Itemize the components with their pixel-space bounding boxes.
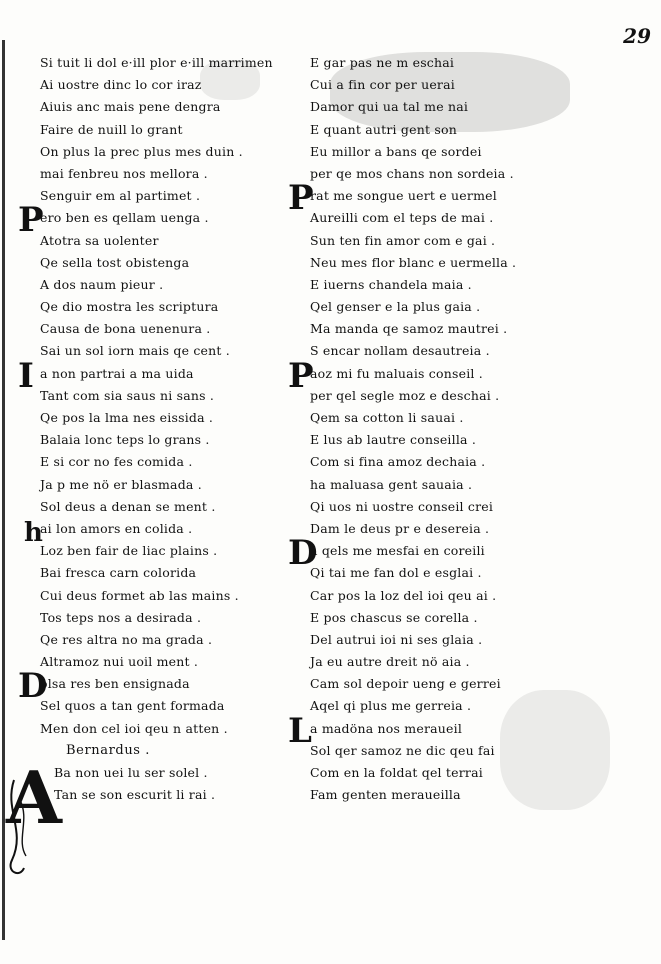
- verse-line: [40, 629, 300, 651]
- verse-text: a non partrai a ma uida: [40, 365, 194, 381]
- verse-text: ai lon amors en colida .: [40, 520, 193, 536]
- verse-text: Qe dio mostra les scriptura: [40, 299, 219, 315]
- verse-text: Aureilli com el teps de mai .: [310, 210, 494, 226]
- verse-text: Causa de bona uenenura .: [40, 321, 211, 337]
- verse-text: Qem sa cotton li sauai .: [310, 410, 464, 425]
- verse-line: [40, 695, 300, 717]
- verse-line: [40, 340, 300, 362]
- verse-text: Qi tai me fan dol e esglai .: [310, 565, 482, 581]
- verse-text: Altramoz nui uoil ment .: [40, 654, 199, 670]
- verse-text: aoz mi fu maluais conseil .: [310, 365, 483, 381]
- verse-initial: P: [288, 355, 314, 396]
- verse-text: Qel genser e la plus gaia .: [310, 299, 481, 315]
- verse-line: [40, 296, 300, 318]
- verse-text: Cam sol depoir ueng e gerrei: [310, 676, 501, 692]
- verse-text: Com en la foldat qel terrai: [310, 765, 483, 780]
- verse-text: Atotra sa uolenter: [40, 232, 159, 248]
- ink-bleed: [330, 52, 570, 132]
- verse-text: E lus ab lautre conseilla .: [310, 432, 477, 448]
- verse-text: per qe mos chans non sordeia .: [310, 165, 514, 181]
- verse-text: Balaia lonc teps lo grans .: [40, 432, 210, 448]
- verse-text: Cui a fin cor per uerai: [310, 77, 455, 93]
- verse-line: [40, 119, 300, 141]
- verse-text: ero ben es qellam uenga .: [40, 210, 209, 226]
- ink-bleed: [500, 690, 610, 810]
- verse-line: [310, 163, 610, 185]
- verse-text: Qi uos ni uostre conseil crei: [310, 498, 494, 514]
- verse-text: Aiuis anc mais pene dengra: [40, 99, 221, 115]
- verse-text: Sol deus a denan se ment .: [40, 498, 216, 514]
- verse-initial: P: [18, 200, 44, 241]
- verse-line: [310, 496, 610, 518]
- verse-line: [40, 252, 300, 274]
- ink-bleed: [200, 60, 260, 100]
- verse-line: [40, 318, 300, 340]
- verse-text: Fam genten meraueilla: [310, 787, 461, 803]
- verse-line: [310, 407, 610, 429]
- verse-text: Ma manda qe samoz mautrei .: [310, 321, 508, 337]
- verse-text: Qe sella tost obistenga: [40, 254, 190, 270]
- verse-text: Eu millor a bans qe sordei: [310, 143, 482, 159]
- verse-text: Ba non uei lu ser solel .: [54, 765, 208, 780]
- verse-text: Car pos la loz del ioi qeu ai .: [310, 587, 497, 603]
- verse-text: E si cor no fes comida .: [40, 454, 193, 470]
- verse-text: Damor qui ua tal me nai: [310, 99, 469, 115]
- verse-line: [40, 96, 300, 118]
- verse-initial: I: [18, 355, 35, 396]
- verse-text: S encar nollam desautreia .: [310, 343, 490, 359]
- initial-flourish: [6, 760, 46, 880]
- verse-line: [40, 141, 300, 163]
- verse-line: [310, 451, 610, 473]
- verse-text: olsa res ben ensignada: [40, 676, 190, 692]
- author-rubric: Bernardus .: [66, 742, 151, 758]
- verse-line: [40, 451, 300, 473]
- verse-text: Bai fresca carn colorida: [40, 565, 197, 581]
- verse-initial: D: [288, 533, 318, 574]
- verse-line: [310, 518, 610, 540]
- verse-line: [54, 762, 300, 784]
- verse-line: [310, 585, 610, 607]
- decorated-initial: A: [6, 755, 62, 840]
- verse-text: Del autrui ioi ni ses glaia .: [310, 631, 483, 647]
- folio-number: 29: [623, 24, 651, 48]
- verse-line: [40, 474, 300, 496]
- verse-line: [40, 52, 300, 74]
- verse-line: [54, 784, 300, 806]
- verse-text: Tos teps nos a desirada .: [40, 609, 202, 625]
- verse-line: [40, 718, 300, 740]
- verse-line: [310, 385, 610, 407]
- verse-line: [310, 607, 610, 629]
- verse-line: [40, 496, 300, 518]
- new-poem-opening: [40, 762, 300, 806]
- verse-text: ha maluasa gent sauaia .: [310, 476, 473, 492]
- verse-line: [310, 651, 610, 673]
- verse-line: [40, 185, 300, 207]
- verse-line: [40, 429, 300, 451]
- verse-text: On plus la prec plus mes duin .: [40, 143, 243, 159]
- verse-line: [310, 629, 610, 651]
- verse-line: [40, 562, 300, 584]
- verse-text: Ja p me nö er blasmada .: [40, 476, 202, 492]
- verse-line: [40, 74, 300, 96]
- verse-line: [310, 141, 610, 163]
- verse-text: Ai uostre dinc lo cor iraz: [40, 77, 202, 93]
- verse-line: [40, 274, 300, 296]
- verse-text: Neu mes flor blanc e uermella .: [310, 254, 517, 270]
- verse-line: [310, 474, 610, 496]
- verse-text: Sai un sol iorn mais qe cent .: [40, 343, 230, 359]
- verse-text: mai fenbreu nos mellora .: [40, 165, 208, 181]
- verse-initial: L: [288, 710, 313, 751]
- verse-text: per qel segle moz e deschai .: [310, 387, 500, 403]
- verse-text: A dos naum pieur .: [40, 276, 164, 292]
- verse-line: [310, 296, 610, 318]
- verse-line: [310, 207, 610, 229]
- verse-text: Cui deus formet ab las mains .: [40, 587, 239, 603]
- verse-text: Sun ten fin amor com e gai .: [310, 232, 496, 248]
- verse-line: [310, 340, 610, 362]
- verse-text: Qe pos la lma nes eissida .: [40, 410, 214, 425]
- verse-text: Qe res altra no ma grada .: [40, 631, 213, 647]
- left-column: [18, 52, 300, 806]
- verse-text: Loz ben fair de liac plains .: [40, 543, 218, 559]
- verse-line: [40, 607, 300, 629]
- verse-line: [310, 429, 610, 451]
- verse-text: Men don cel ioi qeu n atten .: [40, 720, 228, 736]
- verse-text: Senguir em al partimet .: [40, 188, 201, 204]
- verse-text: Aqel qi plus me gerreia .: [310, 698, 472, 714]
- verse-line: [40, 585, 300, 607]
- verse-text: Ja eu autre dreit nö aia .: [310, 654, 470, 670]
- verse-text: rat me songue uert e uermel: [310, 188, 497, 204]
- verse-text: Com si fina amoz dechaia .: [310, 454, 486, 470]
- verse-text: Faire de nuill lo grant: [40, 121, 183, 137]
- verse-line: [40, 385, 300, 407]
- verse-line: [40, 163, 300, 185]
- verse-text: E gar pas ne m eschai: [310, 55, 455, 70]
- verse-text: Si tuit li dol e·ill plor e·ill marrimen: [40, 55, 273, 70]
- verse-text: Tan se son escurit li rai .: [54, 787, 216, 803]
- verse-text: Dam le deus pr e desereia .: [310, 520, 490, 536]
- verse-text: Tant com sia saus ni sans .: [40, 387, 215, 403]
- verse-text: Sol qer samoz ne dic qeu fai: [310, 742, 495, 758]
- verse-line: [40, 230, 300, 252]
- verse-text: E pos chascus se corella .: [310, 609, 478, 625]
- verse-line: [310, 230, 610, 252]
- verse-line: [40, 651, 300, 673]
- verse-text: a qels me mesfai en coreili: [310, 543, 485, 559]
- verse-line: [310, 252, 610, 274]
- verse-initial: P: [288, 178, 314, 219]
- verse-text: E quant autri gent son: [310, 121, 457, 137]
- verse-line: [24, 517, 300, 548]
- verse-line: [40, 540, 300, 562]
- left-margin-rule: [2, 40, 5, 940]
- verse-line: [310, 318, 610, 340]
- verse-text: E iuerns chandela maia .: [310, 276, 472, 292]
- verse-text: Sel quos a tan gent formada: [40, 698, 225, 714]
- verse-line: [40, 407, 300, 429]
- verse-line: [310, 274, 610, 296]
- verse-text: a madöna nos meraueil: [310, 720, 463, 736]
- verse-line: [310, 562, 610, 584]
- verse-initial: D: [18, 666, 48, 707]
- verse-initial: h: [24, 517, 44, 548]
